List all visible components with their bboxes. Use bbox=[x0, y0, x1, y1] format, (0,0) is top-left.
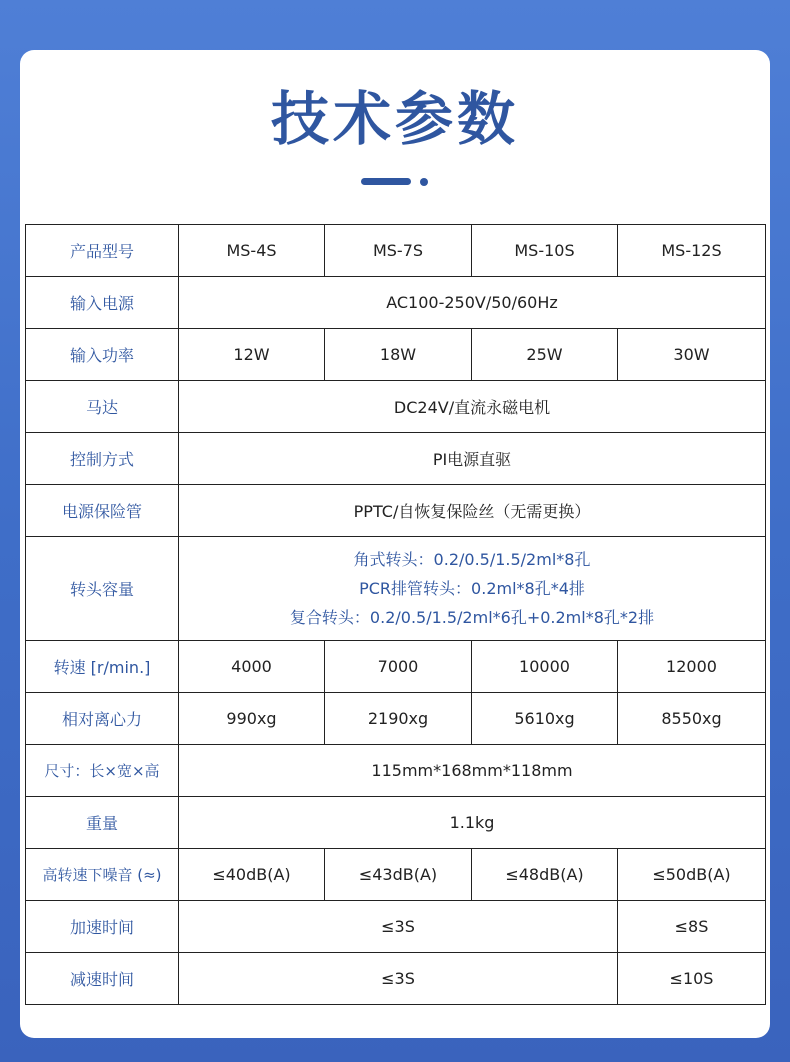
table-cell: 25W bbox=[472, 329, 618, 381]
table-cell: 990xg bbox=[179, 693, 325, 745]
row-label: 马达 bbox=[26, 381, 179, 433]
row-accel bbox=[26, 901, 766, 953]
row-label: 转速 [r/min.] bbox=[26, 641, 179, 693]
table-cell: 12000 bbox=[618, 641, 766, 693]
row-control bbox=[26, 433, 766, 485]
row-power bbox=[26, 329, 766, 381]
row-label: 加速时间 bbox=[26, 901, 179, 953]
table-cell: 5610xg bbox=[472, 693, 618, 745]
table-cell: 8550xg bbox=[618, 693, 766, 745]
table-cell: 1.1kg bbox=[179, 797, 766, 849]
rotor-line-angle: 角式转头：0.2/0.5/1.5/2ml*8孔 bbox=[353, 550, 591, 569]
table-cell: 18W bbox=[325, 329, 472, 381]
row-label: 相对离心力 bbox=[26, 693, 179, 745]
row-noise bbox=[26, 849, 766, 901]
row-weight bbox=[26, 797, 766, 849]
table-cell: MS-10S bbox=[472, 225, 618, 277]
rotor-line-pcr: PCR排管转头：0.2ml*8孔*4排 bbox=[359, 579, 585, 598]
title-underline-bar bbox=[361, 178, 411, 185]
table-cell: ≤3S bbox=[179, 953, 618, 1005]
row-label: 控制方式 bbox=[26, 433, 179, 485]
table-cell: 12W bbox=[179, 329, 325, 381]
table-cell: PI电源直驱 bbox=[179, 433, 766, 485]
table-cell: PPTC/自恢复保险丝（无需更换） bbox=[179, 485, 766, 537]
table-cell: 10000 bbox=[472, 641, 618, 693]
table-cell: DC24V/直流永磁电机 bbox=[179, 381, 766, 433]
row-label: 尺寸：长×宽×高 bbox=[26, 745, 179, 797]
row-label: 减速时间 bbox=[26, 953, 179, 1005]
table-cell: ≤50dB(A) bbox=[618, 849, 766, 901]
row-decel bbox=[26, 953, 766, 1005]
table-cell: ≤43dB(A) bbox=[325, 849, 472, 901]
table-cell: ≤3S bbox=[179, 901, 618, 953]
table-cell: ≤48dB(A) bbox=[472, 849, 618, 901]
rotor-line-combo: 复合转头：0.2/0.5/1.5/2ml*6孔+0.2ml*8孔*2排 bbox=[289, 608, 655, 627]
row-rotor bbox=[26, 537, 766, 641]
title-underline-dot bbox=[420, 178, 428, 186]
row-label: 输入功率 bbox=[26, 329, 179, 381]
table-cell: 4000 bbox=[179, 641, 325, 693]
table-cell: MS-7S bbox=[325, 225, 472, 277]
table-cell: 2190xg bbox=[325, 693, 472, 745]
row-fuse bbox=[26, 485, 766, 537]
table-cell: ≤40dB(A) bbox=[179, 849, 325, 901]
rotor-cell bbox=[179, 537, 766, 641]
row-motor bbox=[26, 381, 766, 433]
row-speed bbox=[26, 641, 766, 693]
row-label: 产品型号 bbox=[26, 225, 179, 277]
table-cell: 7000 bbox=[325, 641, 472, 693]
row-label: 高转速下噪音 (≈) bbox=[26, 849, 179, 901]
table-cell: 30W bbox=[618, 329, 766, 381]
spec-card bbox=[20, 50, 770, 1038]
row-label: 转头容量 bbox=[26, 537, 179, 641]
row-rcf bbox=[26, 693, 766, 745]
page-title: 技术参数 bbox=[270, 85, 519, 153]
row-size bbox=[26, 745, 766, 797]
table-cell: ≤8S bbox=[618, 901, 766, 953]
table-cell: 115mm*168mm*118mm bbox=[179, 745, 766, 797]
row-power-input bbox=[26, 277, 766, 329]
table-cell: MS-12S bbox=[618, 225, 766, 277]
table-cell: ≤10S bbox=[618, 953, 766, 1005]
row-model bbox=[26, 225, 766, 277]
row-label: 输入电源 bbox=[26, 277, 179, 329]
row-label: 电源保险管 bbox=[26, 485, 179, 537]
table-cell: MS-4S bbox=[179, 225, 325, 277]
table-cell: AC100-250V/50/60Hz bbox=[179, 277, 766, 329]
row-label: 重量 bbox=[26, 797, 179, 849]
spec-table bbox=[25, 224, 766, 1005]
